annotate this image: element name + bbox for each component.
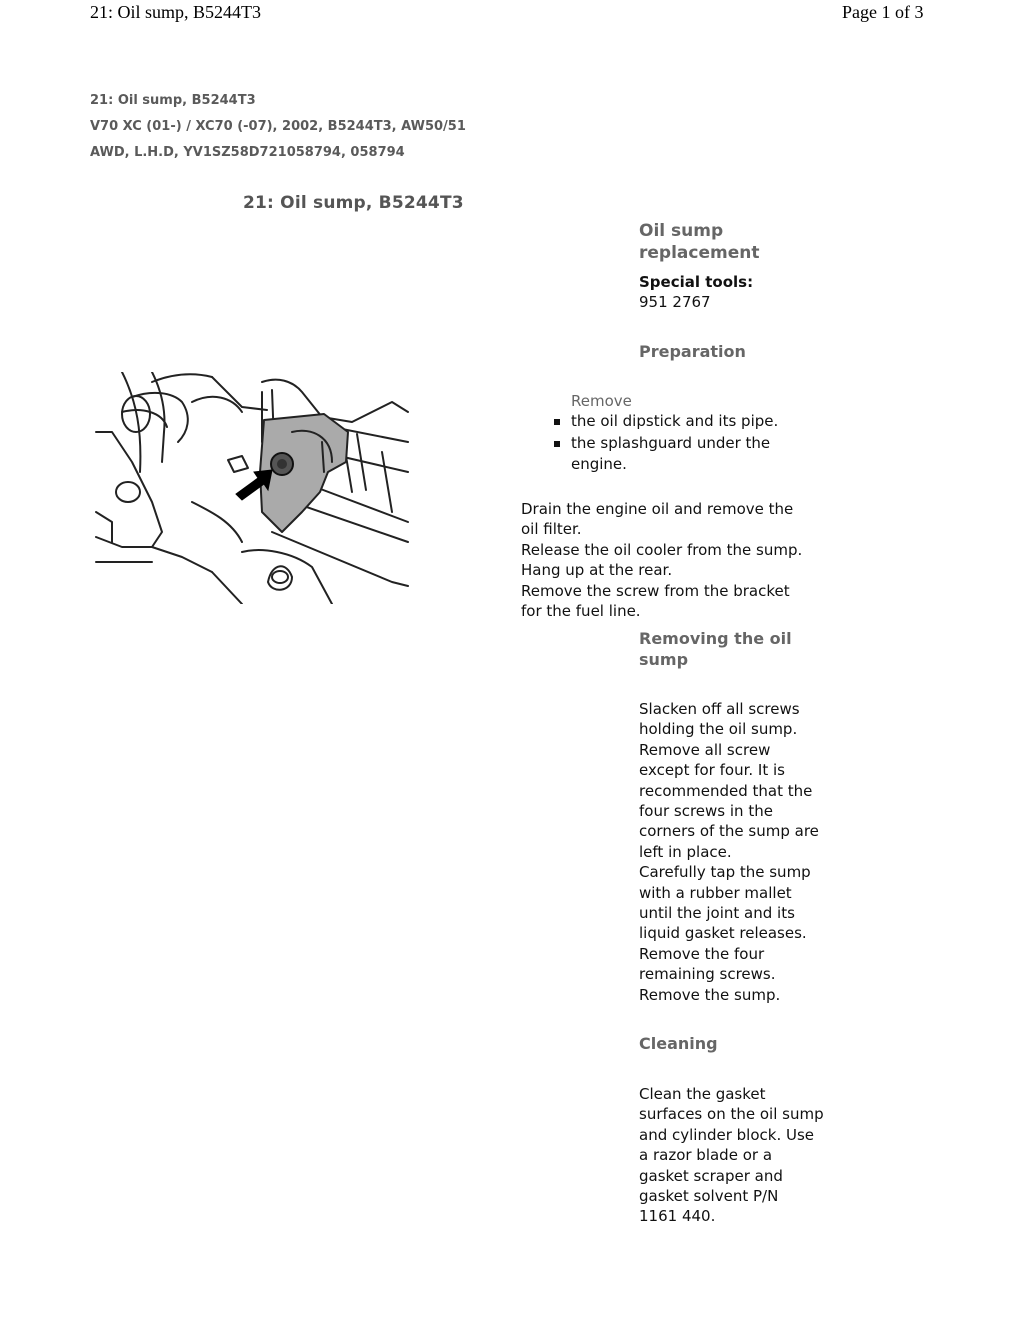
- page-number: Page 1 of 3: [842, 2, 924, 22]
- remove-label: Remove: [571, 392, 632, 410]
- preparation-paragraph: Drain the engine oil and remove the oil filter. Release the oil cooler from the sump. Hang up at the rear. Remove the screw from the bracket for the fuel line.: [521, 500, 803, 621]
- removing-heading: [639, 628, 792, 670]
- removing-heading-line: sump: [639, 650, 689, 669]
- special-tools-label: Special tools:: [639, 273, 754, 291]
- meta-block: [90, 88, 466, 166]
- pointer-arrow-icon: [234, 468, 274, 502]
- special-tools-value: 951 2767: [639, 293, 711, 311]
- removing-heading-line: Removing the oil: [639, 629, 792, 648]
- remove-bullet-list: [571, 411, 851, 476]
- cleaning-paragraph: Clean the gasket surfaces on the oil sump and cylinder block. Use a razor blade or a gasket scraper and gasket solvent P/N 1161 440.: [639, 1085, 824, 1226]
- preparation-heading: Preparation: [639, 342, 746, 361]
- list-item: the splashguard under the engine.: [571, 433, 851, 476]
- replacement-heading-line: Oil sump: [639, 221, 724, 241]
- print-header-title: 21: Oil sump, B5244T3: [90, 2, 262, 22]
- engine-oil-sump-illustration-icon: [92, 372, 410, 604]
- replacement-heading-line: replacement: [639, 243, 760, 263]
- meta-line-title: 21: Oil sump, B5244T3: [90, 93, 256, 108]
- cleaning-heading: Cleaning: [639, 1034, 718, 1053]
- meta-line-vehicle: V70 XC (01-) / XC70 (-07), 2002, B5244T3, AW50/51: [90, 119, 466, 134]
- list-item: the oil dipstick and its pipe.: [571, 411, 851, 433]
- document-title: 21: Oil sump, B5244T3: [243, 193, 464, 213]
- bullet-square-icon: [554, 441, 560, 447]
- meta-line-vin: AWD, L.H.D, YV1SZ58D721058794, 058794: [90, 145, 405, 160]
- replacement-heading: [639, 220, 759, 264]
- removing-paragraph: Slacken off all screws holding the oil sump. Remove all screw except for four. It is recommended that the four screws in the corners of the sump are left in place. Carefully tap the sump with a rubber mallet until the joint and its liquid gasket releases. Remove the four remaining screws. Remove the sump.: [639, 700, 819, 1004]
- bullet-square-icon: [554, 419, 560, 425]
